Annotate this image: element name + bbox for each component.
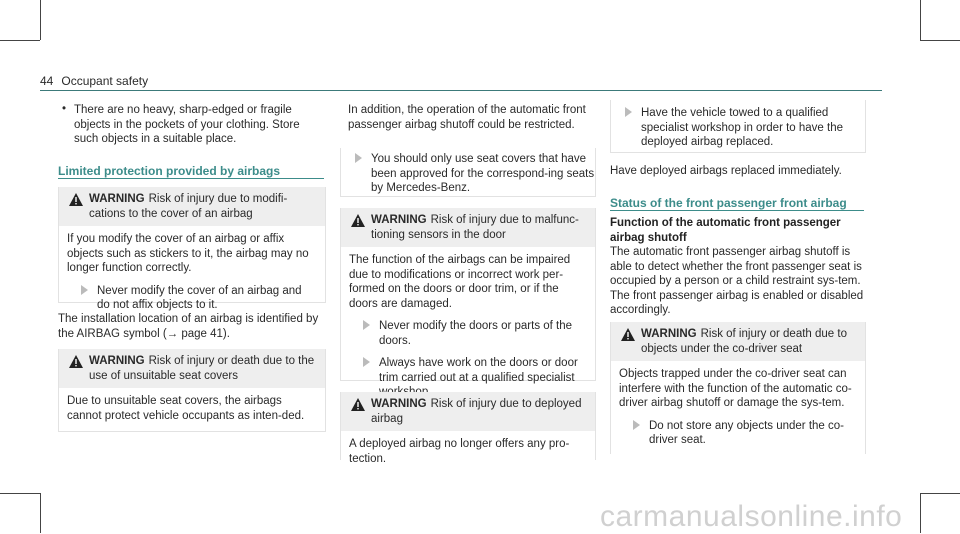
step-arrow-icon	[81, 285, 88, 295]
warning-header-text: Risk of injury or death due to the use of unsuitable seat covers	[89, 355, 315, 382]
warning-label: WARNING	[89, 193, 145, 205]
crop-mark	[0, 40, 40, 41]
warning-triangle-icon	[351, 398, 365, 411]
crop-mark	[920, 493, 921, 533]
list-item: • There are no heavy, sharp-edged or fragile objects in the pockets of your clothing. Store such objects in a suitable place.	[58, 103, 324, 147]
section-name: Occupant safety	[61, 74, 149, 88]
warning-body-text: A deployed airbag no longer offers any pro-tection.	[349, 438, 570, 465]
instruction-box	[340, 148, 596, 197]
paragraph-text: The installation location of an airbag is identified by the AIRBAG symbol (→ page 41).	[58, 313, 319, 340]
warning-header-text: Risk of injury due to modifi-cations to the cover of an airbag	[89, 193, 288, 220]
instruction-box	[610, 100, 866, 153]
warning-triangle-icon	[621, 328, 635, 341]
instruction-step	[67, 284, 317, 313]
warning-body-text: The function of the airbags can be impaired due to modifications or incorrect work per-formed on the doors or door trim, or if the doors are damaged.	[349, 254, 571, 310]
warning-triangle-icon	[69, 193, 83, 206]
section-rule	[58, 178, 324, 179]
warning-header	[341, 208, 595, 247]
warning-body-text: If you modify the cover of an airbag or affix objects such as stickers to it, the airbag may no longer function correctly.	[67, 233, 309, 274]
section-title-limited-protection: Limited protection provided by airbags	[58, 164, 281, 178]
paragraph-text: Have deployed airbags replaced immediately.	[610, 165, 842, 177]
warning-triangle-icon	[69, 355, 83, 368]
warning-header	[611, 322, 865, 361]
step-text: You should only use seat covers that have been approved for the correspond-ing seats by Mercedes-Benz.	[371, 153, 595, 194]
warning-header-text: Risk of injury or death due to objects under the co-driver seat	[641, 328, 847, 355]
crop-mark	[40, 493, 41, 533]
crop-mark	[920, 0, 921, 40]
crop-mark	[40, 0, 41, 40]
subsection	[610, 216, 864, 318]
instruction-step	[611, 106, 865, 150]
warning-box	[340, 392, 596, 465]
section-title-status: Status of the front passenger front airbag	[610, 196, 847, 210]
section-rule	[610, 210, 864, 211]
warning-body-text: Due to unsuitable seat covers, the airbags cannot protect vehicle occupants as inten-ded.	[67, 395, 305, 422]
warning-box	[610, 322, 866, 454]
airbag-location-paragraph	[58, 312, 324, 341]
crop-mark	[920, 493, 960, 494]
warning-body	[59, 388, 325, 429]
crop-mark	[920, 40, 960, 41]
step-text: Never modify the cover of an airbag and do not affix objects to it.	[97, 284, 302, 311]
header-rule	[40, 90, 882, 91]
page-header	[40, 74, 148, 88]
column-2-intro	[340, 103, 594, 132]
step-arrow-icon	[363, 357, 370, 367]
step-arrow-icon	[633, 420, 640, 430]
warning-label: WARNING	[89, 355, 145, 367]
subsection-title: Function of the automatic front passenger airbag shutoff	[610, 217, 841, 244]
warning-label: WARNING	[371, 214, 427, 226]
warning-box	[58, 349, 326, 432]
warning-box	[340, 208, 596, 384]
column-1	[58, 103, 324, 147]
warning-header	[59, 349, 325, 388]
step-text: Have the vehicle towed to a qualified specialist workshop in order to have the deployed airbag replaced.	[641, 107, 843, 148]
warning-label: WARNING	[371, 398, 427, 410]
warning-header-text: Risk of injury due to deployed airbag	[371, 398, 582, 425]
warning-header	[59, 187, 325, 226]
warning-triangle-icon	[351, 214, 365, 227]
warning-header	[341, 392, 595, 431]
instruction-step	[619, 419, 857, 448]
instruction-step	[349, 319, 587, 348]
warning-body	[59, 226, 325, 319]
warning-label: WARNING	[641, 328, 697, 340]
step-arrow-icon	[355, 153, 362, 163]
warning-body-text: Objects trapped under the co-driver seat can interfere with the function of the automatic co-driver airbag shutoff or damage the sys-tem.	[619, 368, 852, 409]
warning-header-text: Risk of injury due to malfunc-tioning sensors in the door	[371, 214, 579, 241]
step-arrow-icon	[363, 320, 370, 330]
intro-text: In addition, the operation of the automatic front passenger airbag shutoff could be restricted.	[348, 104, 586, 131]
subsection-body: The automatic front passenger airbag shutoff is able to detect whether the front passenger seat is occupied by a person or a child restraint sys-tem. The front passenger airbag is enabled or disabled accordingly.	[610, 246, 864, 316]
bullet-text: There are no heavy, sharp-edged or fragile objects in the pockets of your clothing. Store such objects in a suitable place.	[74, 104, 300, 145]
step-text: Always have work on the doors or door trim carried out at a qualified specialist	[379, 357, 578, 384]
step-text: Never modify the doors or parts of the doors.	[379, 320, 573, 347]
warning-body	[341, 247, 595, 406]
watermark: carmanualsonline.info	[600, 500, 903, 533]
replace-airbags-paragraph	[610, 164, 864, 179]
warning-body	[341, 431, 595, 472]
page-number: 44	[40, 74, 54, 88]
warning-body	[611, 361, 865, 454]
step-text: Do not store any objects under the co-driver seat.	[649, 419, 844, 446]
step-arrow-icon	[625, 107, 632, 117]
instruction-step	[341, 152, 595, 196]
crop-mark	[0, 493, 40, 494]
warning-box	[58, 187, 326, 311]
